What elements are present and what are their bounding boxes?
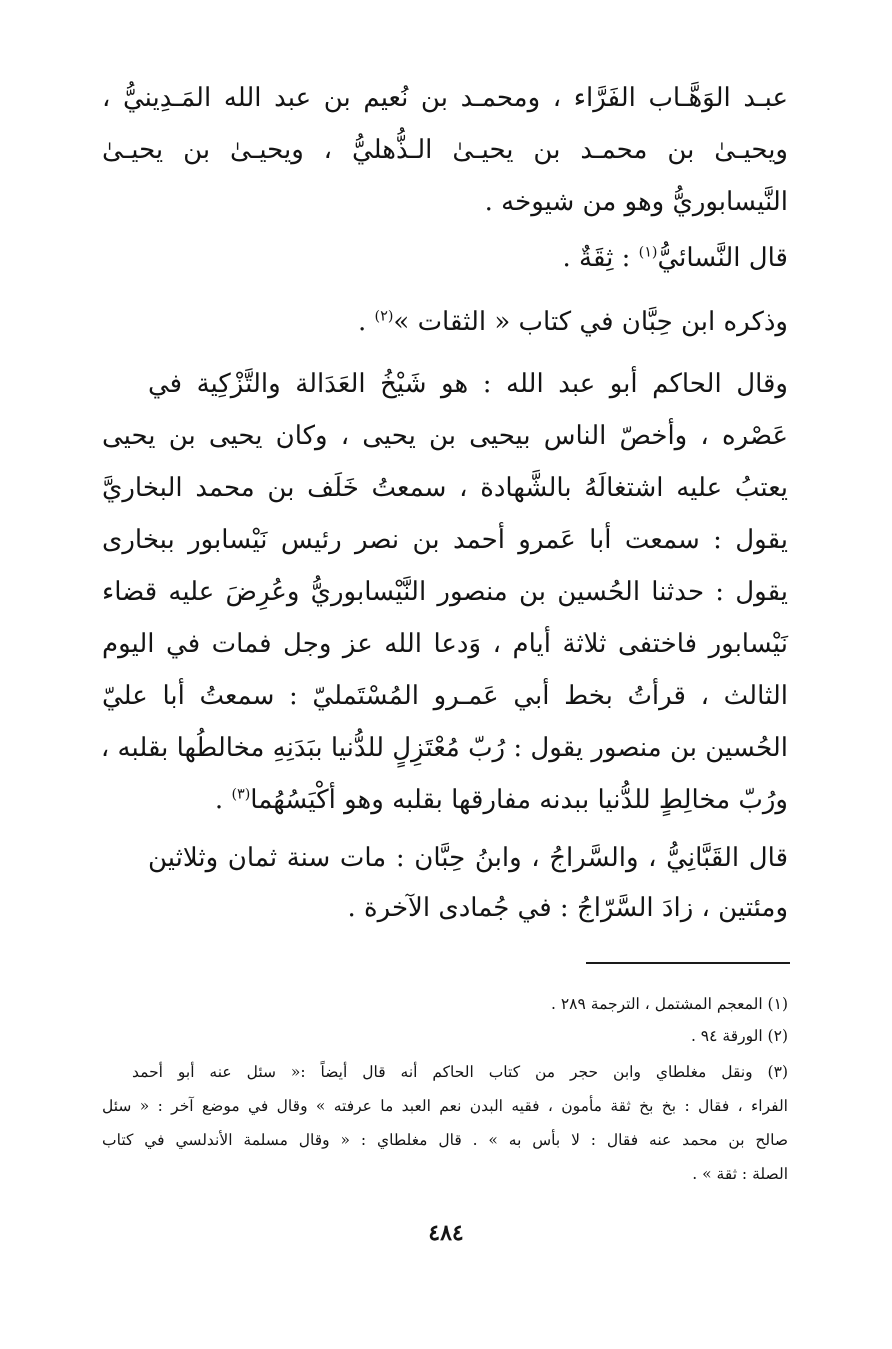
footnote-separator [586,962,790,964]
footnote-ref-1: (١) [638,244,658,261]
body-text: ورُبّ مخالِطٍ للدُّنيا ببدنه مفارقها بقلبه وهو أكْيَسُهُما [250,785,788,815]
footnote: (٣) ونقل مغلطاي وابن حجر من كتاب الحاكم أنه قال أيضاً :« سئل عنه أبو أحمد [132,1063,788,1081]
body-line: قال القَبَّانِيُّ ، والسَّراجُ ، وابنُ حِبَّان : مات سنة ثمان وثلاثين [148,843,788,873]
footnote-continuation: صالح بن محمد عنه فقال : لا بأس به » . قال مغلطاي : « وقال مسلمة الأندلسي في كتاب [102,1131,788,1149]
footnote-continuation: الصلة : ثقة » . [692,1165,788,1183]
body-text: قال النَّسائيُّ [657,243,788,273]
body-text: وذكره ابن حِبَّان في كتاب « الثقات » [393,307,788,337]
body-line: ومئتين ، زادَ السَّرّاجُ : في جُمادى الآخرة . [347,893,788,923]
body-line-akyas [102,780,788,820]
body-line: عَصْره ، وأخصّ الناس بيحيى بن يحيى ، وكان يحيى بن يحيى [102,421,788,451]
body-text: : ثِقَةٌ . [562,243,639,273]
body-line: عبـد الوَهَّـاب الفَرَّاء ، ومحمـد بن نُعيم بن عبد الله المَـدِينيُّ ، [102,83,788,113]
footnote-ref-2: (٢) [374,308,394,325]
body-text: . [358,307,375,337]
body-text: . [214,785,232,815]
body-line: النَّيسابوريُّ وهو من شيوخه . [484,187,788,217]
body-line-nasai [148,238,788,278]
body-line: نَيْسابور فاختفى ثلاثة أيام ، وَدعا الله عز وجل فمات في اليوم [102,629,788,659]
body-line: يقول : حدثنا الحُسين بن منصور النَّيْسابوريُّ وعُرِضَ عليه قضاء [102,577,788,607]
body-line: ويحيـىٰ بن محمـد بن يحيـىٰ الـذُّهليُّ ، ويحيـىٰ بن يحيـىٰ [102,135,788,165]
footnote: (٢) الورقة ٩٤ . [690,1027,788,1045]
page-number: ٤٨٤ [428,1220,464,1246]
footnote-ref-3: (٣) [231,786,251,803]
body-line: الحُسين بن منصور يقول : رُبّ مُعْتَزِلٍ للدُّنيا ببَدَنِهِ مخالطُها بقلبه ، [100,733,788,763]
footnote: (١) المعجم المشتمل ، الترجمة ٢٨٩ . [550,995,788,1013]
body-line: يقول : سمعت أبا عَمرو أحمد بن نصر رئيس نَيْسابور ببخارى [102,525,788,555]
body-line: الثالث ، قرأتُ بخط أبي عَمـرو المُسْتَمليّ : سمعتُ أبا عليّ [102,681,788,711]
body-line: وقال الحاكم أبو عبد الله : هو شَيْخُ العَدَالة والتَّزْكِية في [148,369,788,399]
body-line-thiqat [148,302,788,342]
body-line: يعتبُ عليه اشتغالَهُ بالشَّهادة ، سمعتُ خَلَف بن محمد البخاريَّ [102,473,788,503]
footnote-continuation: الفراء ، فقال : بخ بخ ثقة مأمون ، فقيه البدن نعم العبد ما عرفته » وقال في موضع آخر : « سئل [102,1097,788,1115]
